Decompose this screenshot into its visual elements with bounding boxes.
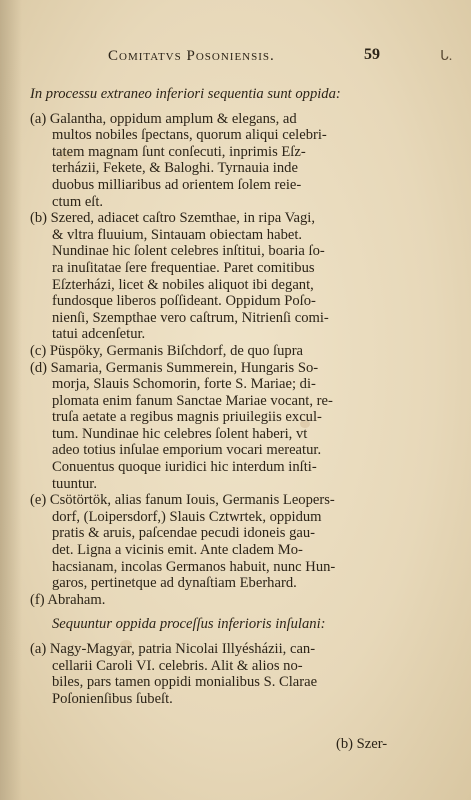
section-heading: In processu extraneo inferiori sequentia sunt oppida: (30, 86, 341, 102)
text-line: (d) Samaria, Germanis Summerein, Hungaris So- (30, 359, 319, 376)
running-head (0, 46, 471, 66)
text-line: cellarii Caroli VI. celebris. Alit & alios no- (52, 657, 303, 674)
text-line: nienſi, Szempthae vero caſtrum, Nitrienſi comi- (52, 309, 329, 326)
text-line: pratis & aruis, paſcendae pecudi idoneis gau- (52, 525, 316, 542)
page-gutter-shadow (0, 0, 22, 800)
text-line: tatem magnam ſunt conſecuti, inprimis Eſz- (52, 143, 306, 160)
text-line: duobus milliaribus ad orientem ſolem reie- (52, 176, 302, 193)
text-line: tum. Nundinae hic celebres ſolent haberi, vt (52, 425, 308, 442)
text-line: biles, pars tamen oppidi monialibus S. Clarae (52, 674, 318, 691)
running-head-title: Comitatvs Posoniensis. (108, 48, 275, 64)
text-line: Poſonienſibus ſubeſt. (52, 690, 173, 707)
text-line: morja, Slauis Schomorin, forte S. Mariae; di- (52, 376, 316, 393)
text-line: det. Ligna a vicinis emit. Ante cladem Mo- (52, 542, 303, 559)
text-line: multos nobiles ſpectans, quorum aliqui celebri- (52, 127, 327, 144)
text-line: plomata enim fanum Sanctae Mariae vocant, re- (52, 392, 333, 409)
text-line: Conuentus quoque iuridici hic interdum inſti- (52, 459, 317, 476)
text-line: ctum eſt. (52, 193, 104, 210)
text-line: Nundinae hic ſolent celebres inſtitui, boaria ſo- (52, 243, 325, 260)
catchword: (b) Szer- (336, 736, 388, 752)
text-line: fundosque liberos poſſideant. Oppidum Poſo- (52, 293, 316, 310)
corner-mark: ᒐ. (440, 49, 453, 64)
text-line: ra inuſitatae ſere frequentiae. Paret comitibus (52, 259, 315, 276)
text-line: tatui adcenſetur. (52, 326, 146, 343)
text-line: (a) Galantha, oppidum amplum & elegans, ad (30, 110, 297, 127)
text-line: Eſzterházi, licet & nobiles aliquot ibi degant, (52, 276, 314, 293)
text-line: dorf, (Loipersdorf,) Slauis Cztwrtek, oppidum (52, 508, 322, 525)
text-line: terházii, Fekete, & Baloghi. Tyrnauia inde (52, 160, 298, 177)
text-line: garos, pertinetque ad dynaſtiam Eberhard. (52, 575, 297, 592)
text-line: tuuntur. (52, 475, 97, 492)
text-line: (b) Szered, adiacet caſtro Szemthae, in ripa Vagi, (30, 210, 315, 227)
text-line: (c) Püspöky, Germanis Biſchdorf, de quo ſupra (30, 342, 304, 359)
text-line: hacsianam, incolas Germanos habuit, nunc Hun- (52, 558, 336, 575)
section-heading: Sequuntur oppida proceſſus inferioris inſulani: (52, 616, 326, 633)
page-number: 59 (364, 46, 380, 63)
text-line: (a) Nagy-Magyar, patria Nicolai Illyésházii, can- (30, 641, 316, 657)
text-line: & vltra fluuium, Sintauam obiectam habet. (52, 226, 303, 243)
body-text (30, 86, 410, 707)
text-line: adeo totius inſulae emporium vocari mereatur. (52, 442, 322, 459)
text-line: (e) Csötörtök, alias fanum Iouis, Germanis Leopers- (30, 492, 335, 509)
text-line: truſa aetate a regibus magnis priuilegiis excul- (52, 409, 322, 426)
text-line: (f) Abraham. (30, 591, 106, 608)
